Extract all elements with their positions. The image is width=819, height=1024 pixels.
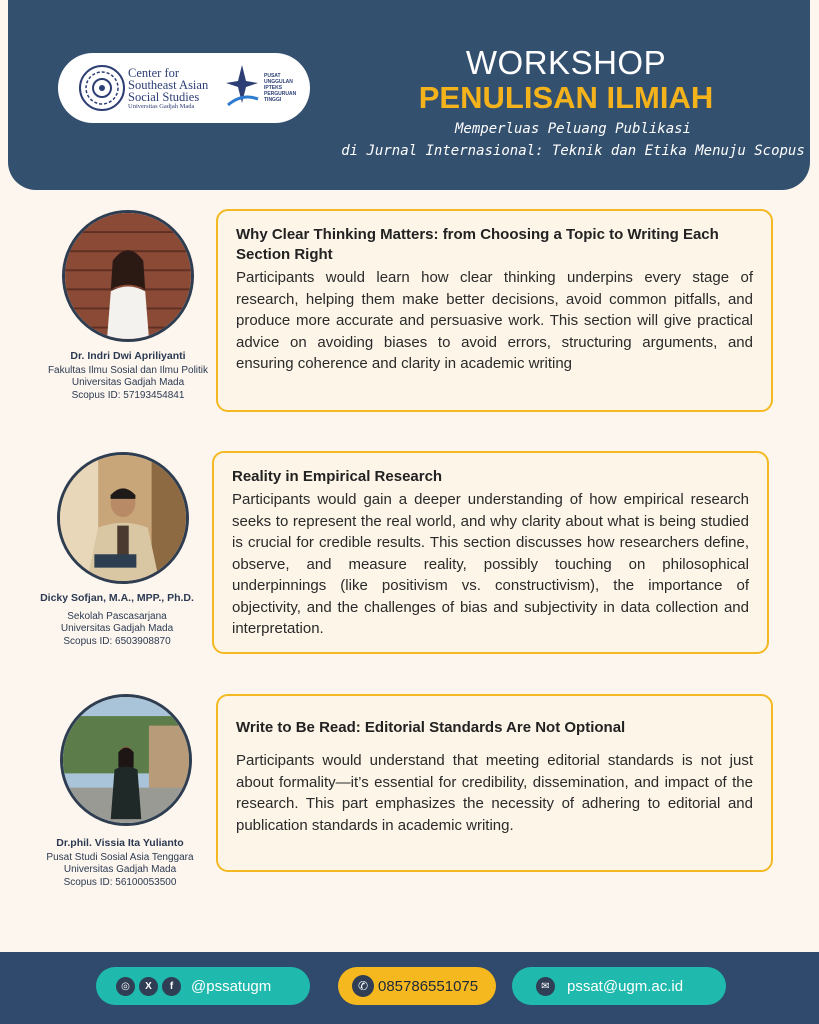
session-title: Write to Be Read: Editorial Standards Are Not Optional bbox=[236, 719, 626, 736]
pusat-unggulan-text: PUSAT UNGGULAN IPTEKS PERGURUAN TINGGI bbox=[264, 73, 297, 103]
instagram-icon: ◎ bbox=[116, 977, 135, 996]
speaker-info-2 bbox=[17, 592, 217, 648]
speaker-scopus-id: Scopus ID: 57193454841 bbox=[71, 389, 185, 401]
speaker-name: Dr.phil. Vissia Ita Yulianto bbox=[56, 837, 184, 849]
session-card-1 bbox=[216, 209, 773, 412]
title-penulisan-ilmiah: PENULISAN ILMIAH bbox=[418, 80, 714, 115]
pusat-unggulan-logo-icon bbox=[224, 63, 260, 113]
speaker-university: Universitas Gadjah Mada bbox=[71, 377, 185, 388]
speaker-scopus-id: Scopus ID: 6503908870 bbox=[63, 635, 171, 647]
x-twitter-icon: X bbox=[139, 977, 158, 996]
footer bbox=[0, 952, 819, 1024]
speaker-affiliation: Sekolah Pascasarjana bbox=[67, 610, 167, 622]
session-title: Why Clear Thinking Matters: from Choosing a Topic to Writing Each Section Right bbox=[236, 226, 719, 263]
facebook-icon: f bbox=[162, 977, 181, 996]
speaker-portrait-2-icon bbox=[60, 455, 186, 581]
session-card-3 bbox=[216, 694, 773, 872]
speaker-name: Dr. Indri Dwi Apriliyanti bbox=[70, 350, 186, 362]
speaker-photo-2 bbox=[57, 452, 189, 584]
speaker-portrait-3-icon bbox=[63, 697, 189, 823]
logo-pill bbox=[58, 53, 310, 123]
speaker-info-1 bbox=[28, 350, 228, 402]
phone-number: 085786551075 bbox=[378, 977, 479, 995]
center-logo-text: Center for Southeast Asian Social Studies Universitas Gadjah Mada bbox=[128, 66, 209, 110]
email-pill[interactable] bbox=[512, 967, 726, 1005]
speaker-name: Dicky Sofjan, M.A., MPP., Ph.D. bbox=[40, 592, 194, 604]
phone-pill[interactable] bbox=[338, 967, 496, 1005]
session-description: Participants would learn how clear thinking underpins every stage of research, helping them make better decisions, avoid common pitfalls, and produce more accurate and persuasive work. This section will give practical advice on avoiding biases to avoid errors, structuring arguments, and ensuring coherence and clarity in academic writing bbox=[236, 269, 753, 372]
speaker-university: Universitas Gadjah Mada bbox=[63, 864, 177, 875]
speaker-info-3 bbox=[20, 837, 220, 889]
session-description: Participants would gain a deeper understanding of how empirical research seeks to represent the real world, and why clarity about what is being studied is crucial for credible results. This section discusses how researchers define, observe, and measure reality, possibly touching on philosophical underpinnings (like positivism vs. constructivism), the importance of objectivity, and the challenges of bias and subjectivity in data collection and interpretation. bbox=[232, 491, 749, 637]
tagline: Memperluas Peluang Publikasi di Jurnal Internasional: Teknik dan Etika Menuju Scopus bbox=[341, 121, 805, 159]
email-icon: ✉ bbox=[536, 977, 555, 996]
ugm-seal-icon bbox=[78, 64, 126, 112]
speaker-university: Universitas Gadjah Mada bbox=[60, 623, 174, 634]
social-pill[interactable] bbox=[96, 967, 310, 1005]
speaker-affiliation: Fakultas Ilmu Sosial dan Ilmu Politik bbox=[47, 364, 209, 376]
speaker-scopus-id: Scopus ID: 56100053500 bbox=[63, 876, 177, 888]
session-card-2 bbox=[212, 451, 769, 654]
speaker-photo-3 bbox=[60, 694, 192, 826]
header-banner bbox=[8, 0, 810, 190]
whatsapp-icon: ✆ bbox=[352, 975, 374, 997]
social-handle: @pssatugm bbox=[191, 977, 272, 995]
title-workshop: WORKSHOP bbox=[465, 44, 667, 81]
email-address: pssat@ugm.ac.id bbox=[567, 977, 684, 995]
session-description: Participants would understand that meeting editorial standards is not just about formality—it’s essential for credibility, dissemination, and impact of the research. This part emphasizes the necessity of adhering to editorial and publication standards in academic writing. bbox=[236, 752, 753, 834]
speaker-photo-1 bbox=[62, 210, 194, 342]
session-title: Reality in Empirical Research bbox=[232, 468, 443, 485]
speaker-affiliation: Pusat Studi Sosial Asia Tenggara bbox=[46, 851, 194, 863]
speaker-portrait-1-icon bbox=[65, 213, 191, 339]
